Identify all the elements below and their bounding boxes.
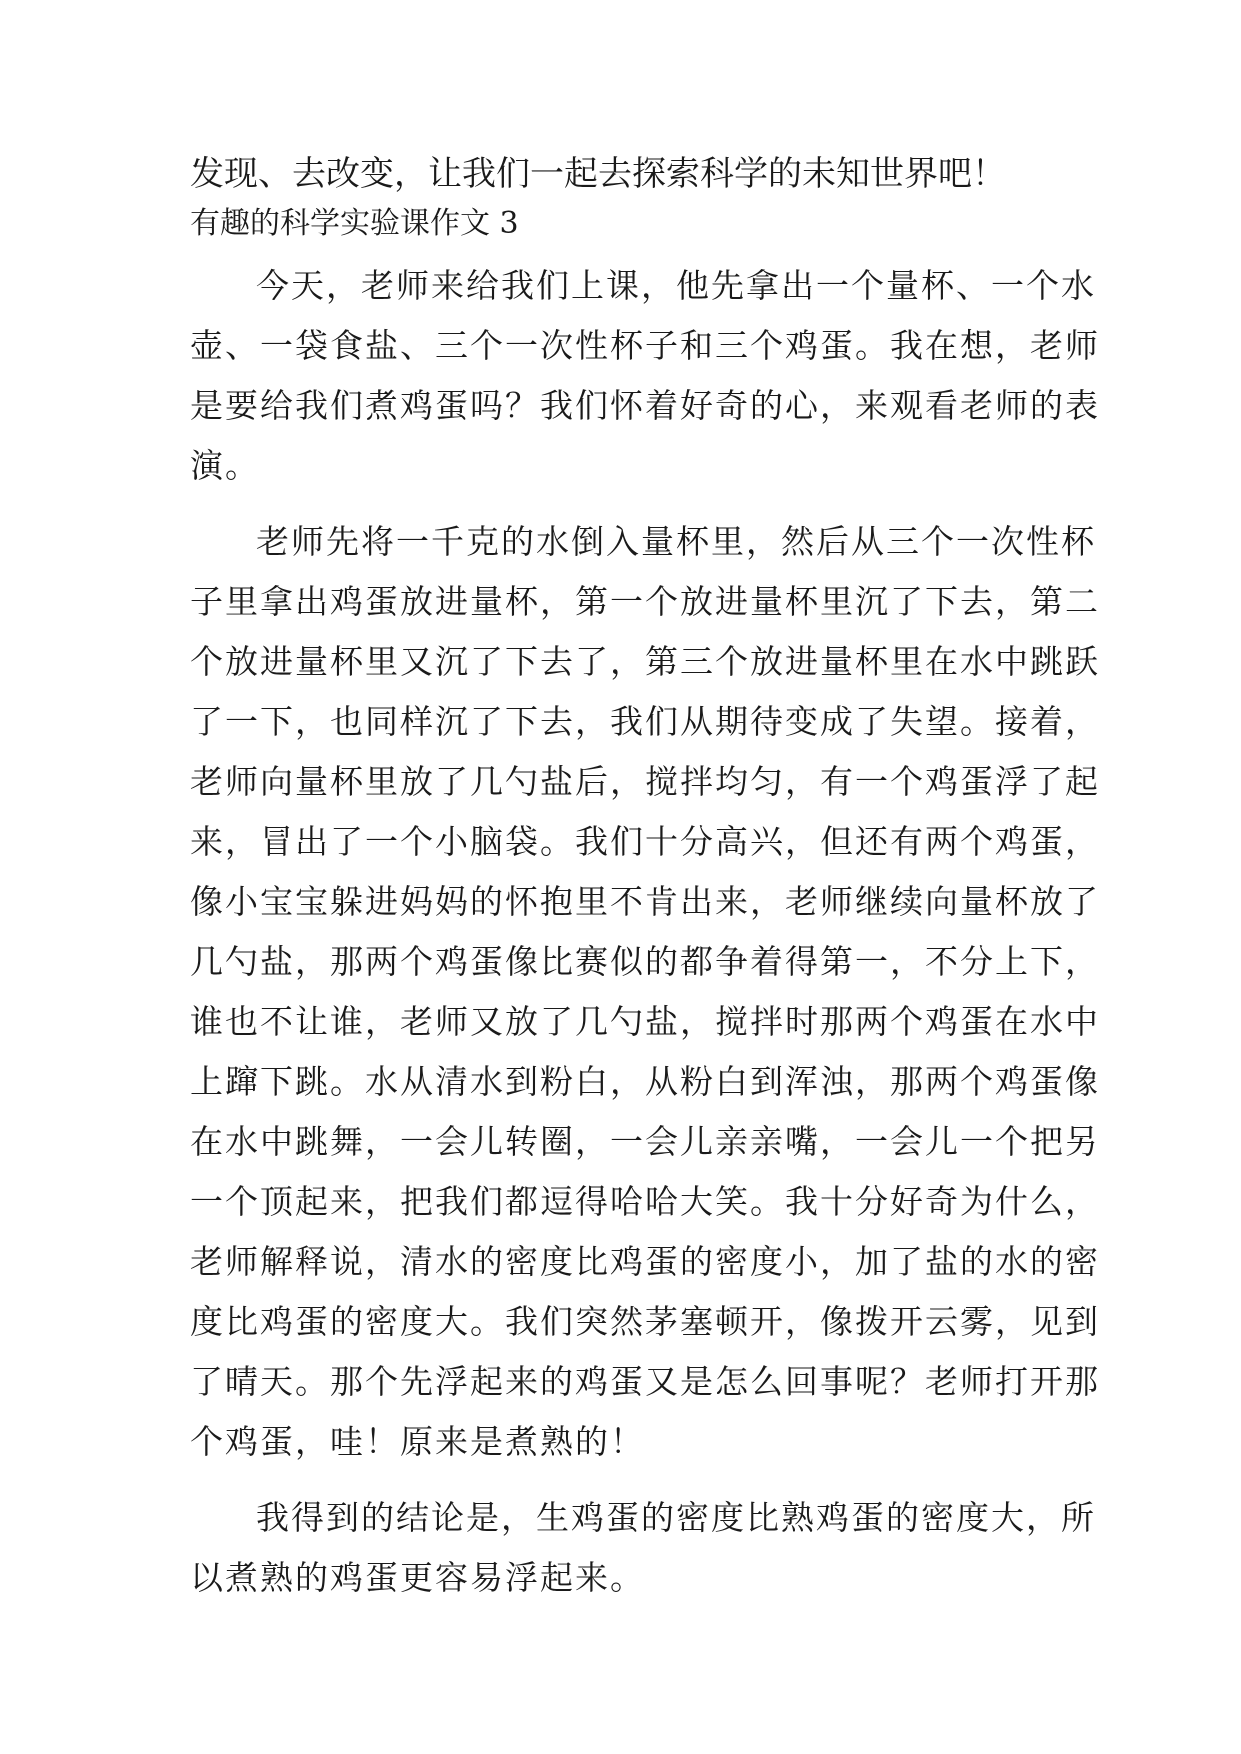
paragraph-1 (190, 256, 1100, 496)
paragraph-line: 上蹿下跳。水从清水到粉白，从粉白到浑浊，那两个鸡蛋像 (190, 1062, 1100, 1101)
paragraph-line: 了一下，也同样沉了下去，我们从期待变成了失望。接着， (190, 702, 1100, 741)
paragraph-line: 我得到的结论是，生鸡蛋的密度比熟鸡蛋的密度大，所 (256, 1498, 1096, 1537)
paragraph-line: 了晴天。那个先浮起来的鸡蛋又是怎么回事呢？老师打开那 (190, 1362, 1100, 1401)
paragraph-line: 老师解释说，清水的密度比鸡蛋的密度小，加了盐的水的密 (190, 1242, 1100, 1281)
paragraph-line: 几勺盐，那两个鸡蛋像比赛似的都争着得第一，不分上下， (190, 942, 1100, 981)
essay-title: 有趣的科学实验课作文 3 (190, 206, 519, 241)
paragraph-line: 是要给我们煮鸡蛋吗？我们怀着好奇的心，来观看老师的表 (190, 386, 1100, 425)
paragraph-line: 子里拿出鸡蛋放进量杯，第一个放进量杯里沉了下去，第二 (190, 582, 1100, 621)
paragraph-line: 像小宝宝躲进妈妈的怀抱里不肯出来，老师继续向量杯放了 (190, 882, 1100, 921)
paragraph-line: 壶、一袋食盐、三个一次性杯子和三个鸡蛋。我在想，老师 (190, 326, 1100, 365)
paragraph-line: 来，冒出了一个小脑袋。我们十分高兴，但还有两个鸡蛋， (190, 822, 1100, 861)
paragraph-line: 老师向量杯里放了几勺盐后，搅拌均匀，有一个鸡蛋浮了起 (190, 762, 1100, 801)
paragraph-line: 演。 (190, 446, 260, 485)
paragraph-line: 个放进量杯里又沉了下去了，第三个放进量杯里在水中跳跃 (190, 642, 1100, 681)
paragraph-line: 老师先将一千克的水倒入量杯里，然后从三个一次性杯 (256, 522, 1096, 561)
paragraph-line: 度比鸡蛋的密度大。我们突然茅塞顿开，像拨开云雾，见到 (190, 1302, 1100, 1341)
paragraph-2 (190, 512, 1100, 1472)
paragraph-3 (190, 1488, 1096, 1608)
paragraph-line: 个鸡蛋，哇！原来是煮熟的！ (190, 1422, 645, 1461)
paragraph-line: 以煮熟的鸡蛋更容易浮起来。 (190, 1558, 645, 1597)
paragraph-line: 在水中跳舞，一会儿转圈，一会儿亲亲嘴，一会儿一个把另 (190, 1122, 1100, 1161)
paragraph-line: 谁也不让谁，老师又放了几勺盐，搅拌时那两个鸡蛋在水中 (190, 1002, 1100, 1041)
continuation-line: 发现、去改变，让我们一起去探索科学的未知世界吧！ (190, 154, 1006, 194)
paragraph-line: 一个顶起来，把我们都逗得哈哈大笑。我十分好奇为什么， (190, 1182, 1100, 1221)
document-body (190, 154, 1100, 1608)
paragraph-line: 今天，老师来给我们上课，他先拿出一个量杯、一个水 (256, 266, 1096, 305)
